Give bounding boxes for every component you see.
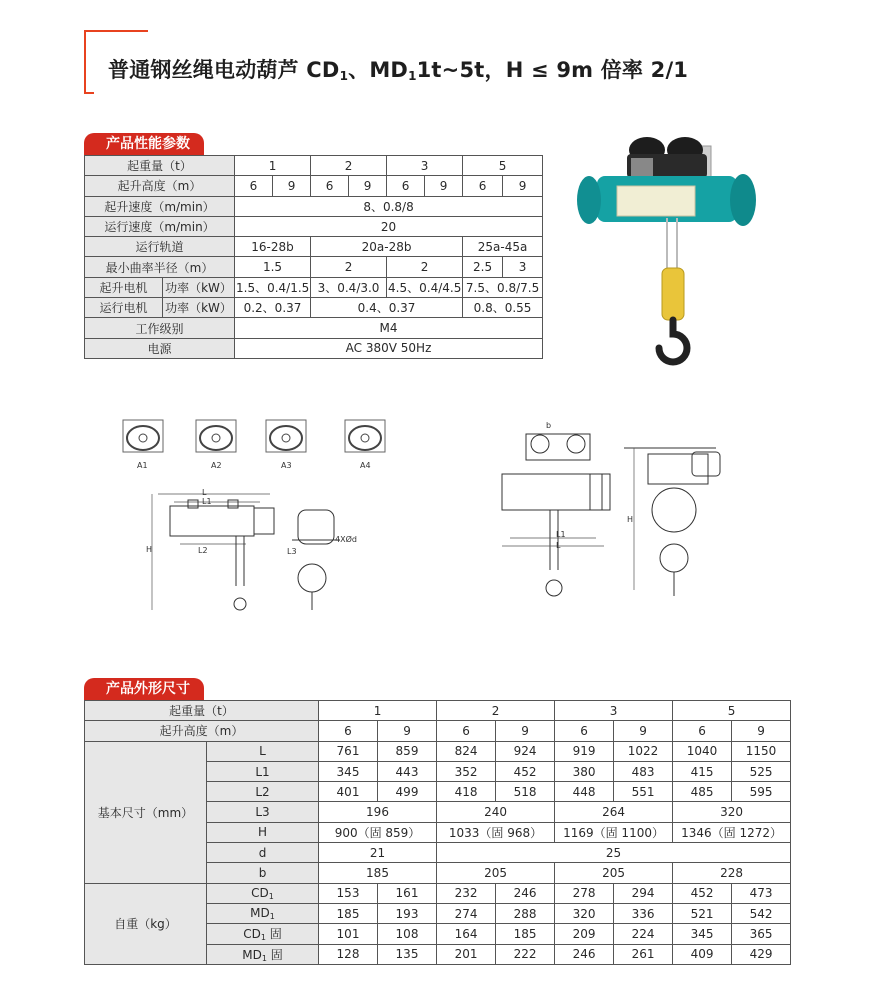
- table-row: [85, 237, 543, 257]
- front-view-drawing: [496, 420, 736, 600]
- side-view-drawing: [140, 486, 370, 618]
- table-cell: 2.5: [463, 257, 503, 277]
- table-cell: 0.4、0.37: [311, 298, 463, 318]
- table-cell: 409: [673, 944, 732, 964]
- table-cell: 1022: [614, 741, 673, 761]
- table-cell: 900（固 859）: [319, 822, 437, 842]
- table-row: [85, 298, 543, 318]
- header-height: 9: [614, 721, 673, 741]
- table-cell: 8、0.8/8: [235, 196, 543, 216]
- header-height: 6: [555, 721, 614, 741]
- table-cell: 380: [555, 761, 614, 781]
- table-row: [85, 338, 543, 358]
- row-label: [207, 903, 319, 923]
- table-cell: 20a-28b: [311, 237, 463, 257]
- row-label: L: [207, 741, 319, 761]
- table-cell: 185: [319, 903, 378, 923]
- table-cell: 521: [673, 903, 732, 923]
- table-cell: 20: [235, 216, 543, 236]
- row-label: 最小曲率半径（m）: [85, 257, 235, 277]
- table-cell: M4: [235, 318, 543, 338]
- table-cell: 4.5、0.4/4.5: [387, 277, 463, 297]
- table-cell: 415: [673, 761, 732, 781]
- table-row: [85, 277, 543, 297]
- header-capacity: 2: [437, 701, 555, 721]
- table-cell: 294: [614, 883, 673, 903]
- dim-label-l-front: L: [556, 541, 561, 550]
- table-row: [85, 257, 543, 277]
- table-cell: 2: [387, 257, 463, 277]
- table-cell: 25: [437, 843, 791, 863]
- table-cell: 551: [614, 782, 673, 802]
- model-name: CD: [243, 927, 261, 942]
- table-cell: 0.2、0.37: [235, 298, 311, 318]
- row-label: 运行电机: [85, 298, 163, 318]
- table-cell: 418: [437, 782, 496, 802]
- table-cell: 452: [673, 883, 732, 903]
- dim-label-h-right: H: [627, 515, 634, 524]
- table-row: [85, 216, 543, 236]
- row-sublabel: 功率（kW）: [163, 277, 235, 297]
- table-cell: 5: [463, 156, 543, 176]
- table-cell: 232: [437, 883, 496, 903]
- table-cell: 1: [235, 156, 311, 176]
- row-label: 起升速度（m/min）: [85, 196, 235, 216]
- header-height: 9: [496, 721, 555, 741]
- header-height: 9: [378, 721, 437, 741]
- table-cell: 429: [732, 944, 791, 964]
- header-height: 9: [732, 721, 791, 741]
- table-cell: 345: [673, 924, 732, 944]
- table-cell: 859: [378, 741, 437, 761]
- model-subscript: 1: [268, 891, 274, 901]
- row-label: L1: [207, 761, 319, 781]
- table-cell: 2: [311, 257, 387, 277]
- table-cell: 9: [349, 176, 387, 196]
- table-header-row: [85, 701, 791, 721]
- dim-label-l: L: [202, 488, 207, 497]
- table-cell: 483: [614, 761, 673, 781]
- weight-group-label: 自重（kg）: [85, 883, 207, 964]
- variant-drawing-a4: [343, 416, 389, 458]
- table-cell: 185: [319, 863, 437, 883]
- table-cell: 499: [378, 782, 437, 802]
- table-cell: 246: [555, 944, 614, 964]
- table-cell: 595: [732, 782, 791, 802]
- table-cell: 205: [555, 863, 673, 883]
- basic-dimensions-group-label: 基本尺寸（mm）: [85, 741, 207, 883]
- dimensions-section-tab: 产品外形尺寸: [84, 678, 204, 700]
- model-subscript: 1: [269, 912, 275, 922]
- table-cell: 261: [614, 944, 673, 964]
- table-cell: 25a-45a: [463, 237, 543, 257]
- row-label: 运行速度（m/min）: [85, 216, 235, 236]
- table-cell: 193: [378, 903, 437, 923]
- header-capacity: 1: [319, 701, 437, 721]
- table-cell: 824: [437, 741, 496, 761]
- model-name: CD: [251, 885, 269, 900]
- model-name: MD: [242, 947, 262, 962]
- table-cell: 16-28b: [235, 237, 311, 257]
- dimensions-table: [84, 700, 791, 965]
- page-title: 普通钢丝绳电动葫芦 $CD_1$、$MD_11t\sim 5t$，H ≤ 9m 倍率 2/1: [108, 58, 689, 83]
- model-name: MD: [250, 906, 270, 921]
- row-label: L2: [207, 782, 319, 802]
- variant-drawing-a2: [194, 416, 240, 458]
- header-capacity: 3: [555, 701, 673, 721]
- table-row: [85, 318, 543, 338]
- table-cell: 1169（固 1100）: [555, 822, 673, 842]
- table-cell: 452: [496, 761, 555, 781]
- table-cell: 185: [496, 924, 555, 944]
- table-cell: 7.5、0.8/7.5: [463, 277, 543, 297]
- table-cell: 365: [732, 924, 791, 944]
- dim-label-l1-front: L1: [556, 530, 566, 539]
- table-cell: 240: [437, 802, 555, 822]
- table-cell: 320: [673, 802, 791, 822]
- row-label: H: [207, 822, 319, 842]
- row-label: 工作级别: [85, 318, 235, 338]
- table-cell: 518: [496, 782, 555, 802]
- header-capacity-label: 起重量（t）: [85, 701, 319, 721]
- table-cell: 6: [463, 176, 503, 196]
- table-cell: 201: [437, 944, 496, 964]
- row-label: d: [207, 843, 319, 863]
- table-cell: 352: [437, 761, 496, 781]
- performance-table: [84, 155, 543, 359]
- table-cell: 761: [319, 741, 378, 761]
- table-cell: AC 380V 50Hz: [235, 338, 543, 358]
- table-cell: 1346（固 1272）: [673, 822, 791, 842]
- variant-label-a1: A1: [137, 461, 148, 470]
- table-cell: 0.8、0.55: [463, 298, 543, 318]
- table-cell: 542: [732, 903, 791, 923]
- variant-drawing-a3: [264, 416, 310, 458]
- table-cell: 278: [555, 883, 614, 903]
- row-label: [207, 924, 319, 944]
- variant-label-a2: A2: [211, 461, 222, 470]
- row-label: [207, 944, 319, 964]
- table-cell: 101: [319, 924, 378, 944]
- header-capacity: 5: [673, 701, 791, 721]
- table-row: [85, 883, 791, 903]
- table-cell: 320: [555, 903, 614, 923]
- table-cell: 135: [378, 944, 437, 964]
- table-row: [85, 196, 543, 216]
- table-cell: 3: [387, 156, 463, 176]
- table-header-row: [85, 721, 791, 741]
- table-cell: 222: [496, 944, 555, 964]
- row-label: 电源: [85, 338, 235, 358]
- variant-label-a4: A4: [360, 461, 371, 470]
- dim-label-l2: L2: [198, 546, 208, 555]
- table-cell: 228: [673, 863, 791, 883]
- table-cell: 9: [273, 176, 311, 196]
- dim-label-h-left: H: [146, 545, 153, 554]
- table-cell: 485: [673, 782, 732, 802]
- model-subscript: 1: [261, 953, 267, 963]
- table-cell: 21: [319, 843, 437, 863]
- hoist-product-image: [575, 128, 765, 368]
- row-label: L3: [207, 802, 319, 822]
- table-cell: 1040: [673, 741, 732, 761]
- table-cell: 3: [503, 257, 543, 277]
- header-height: 6: [437, 721, 496, 741]
- variant-drawing-a1: [121, 416, 167, 458]
- table-cell: 288: [496, 903, 555, 923]
- row-label: 运行轨道: [85, 237, 235, 257]
- table-cell: 9: [425, 176, 463, 196]
- table-cell: 6: [387, 176, 425, 196]
- table-cell: 1.5、0.4/1.5: [235, 277, 311, 297]
- header-height: 6: [673, 721, 732, 741]
- table-cell: 1150: [732, 741, 791, 761]
- variant-label-a3: A3: [281, 461, 292, 470]
- header-height: 6: [319, 721, 378, 741]
- table-cell: 1.5: [235, 257, 311, 277]
- table-cell: 9: [503, 176, 543, 196]
- table-cell: 336: [614, 903, 673, 923]
- table-cell: 2: [311, 156, 387, 176]
- table-cell: 128: [319, 944, 378, 964]
- table-cell: 224: [614, 924, 673, 944]
- table-cell: 345: [319, 761, 378, 781]
- table-cell: 153: [319, 883, 378, 903]
- table-cell: 164: [437, 924, 496, 944]
- table-cell: 264: [555, 802, 673, 822]
- table-row: [85, 176, 543, 196]
- table-cell: 924: [496, 741, 555, 761]
- table-cell: 448: [555, 782, 614, 802]
- row-label: 起升高度（m）: [85, 176, 235, 196]
- table-cell: 919: [555, 741, 614, 761]
- performance-section-tab: 产品性能参数: [84, 133, 204, 155]
- table-row: [85, 156, 543, 176]
- table-cell: 108: [378, 924, 437, 944]
- table-cell: 3、0.4/3.0: [311, 277, 387, 297]
- table-cell: 196: [319, 802, 437, 822]
- header-height-label: 起升高度（m）: [85, 721, 319, 741]
- table-cell: 525: [732, 761, 791, 781]
- model-suffix: 固: [265, 927, 282, 942]
- table-cell: 6: [311, 176, 349, 196]
- model-subscript: 1: [260, 933, 266, 943]
- dim-label-b: b: [546, 421, 552, 430]
- table-cell: 161: [378, 883, 437, 903]
- dim-label-hole: 4XØd: [335, 535, 357, 544]
- row-label: 起重量（t）: [85, 156, 235, 176]
- row-label: b: [207, 863, 319, 883]
- row-sublabel: 功率（kW）: [163, 298, 235, 318]
- row-label: 起升电机: [85, 277, 163, 297]
- table-cell: 1033（固 968）: [437, 822, 555, 842]
- table-cell: 6: [235, 176, 273, 196]
- table-cell: 443: [378, 761, 437, 781]
- table-cell: 473: [732, 883, 791, 903]
- table-cell: 205: [437, 863, 555, 883]
- table-cell: 401: [319, 782, 378, 802]
- dim-label-l3: L3: [287, 547, 297, 556]
- dim-label-l1: L1: [202, 497, 212, 506]
- model-suffix: 固: [266, 947, 283, 962]
- table-cell: 274: [437, 903, 496, 923]
- table-cell: 246: [496, 883, 555, 903]
- table-row: [85, 741, 791, 761]
- row-label: [207, 883, 319, 903]
- table-cell: 209: [555, 924, 614, 944]
